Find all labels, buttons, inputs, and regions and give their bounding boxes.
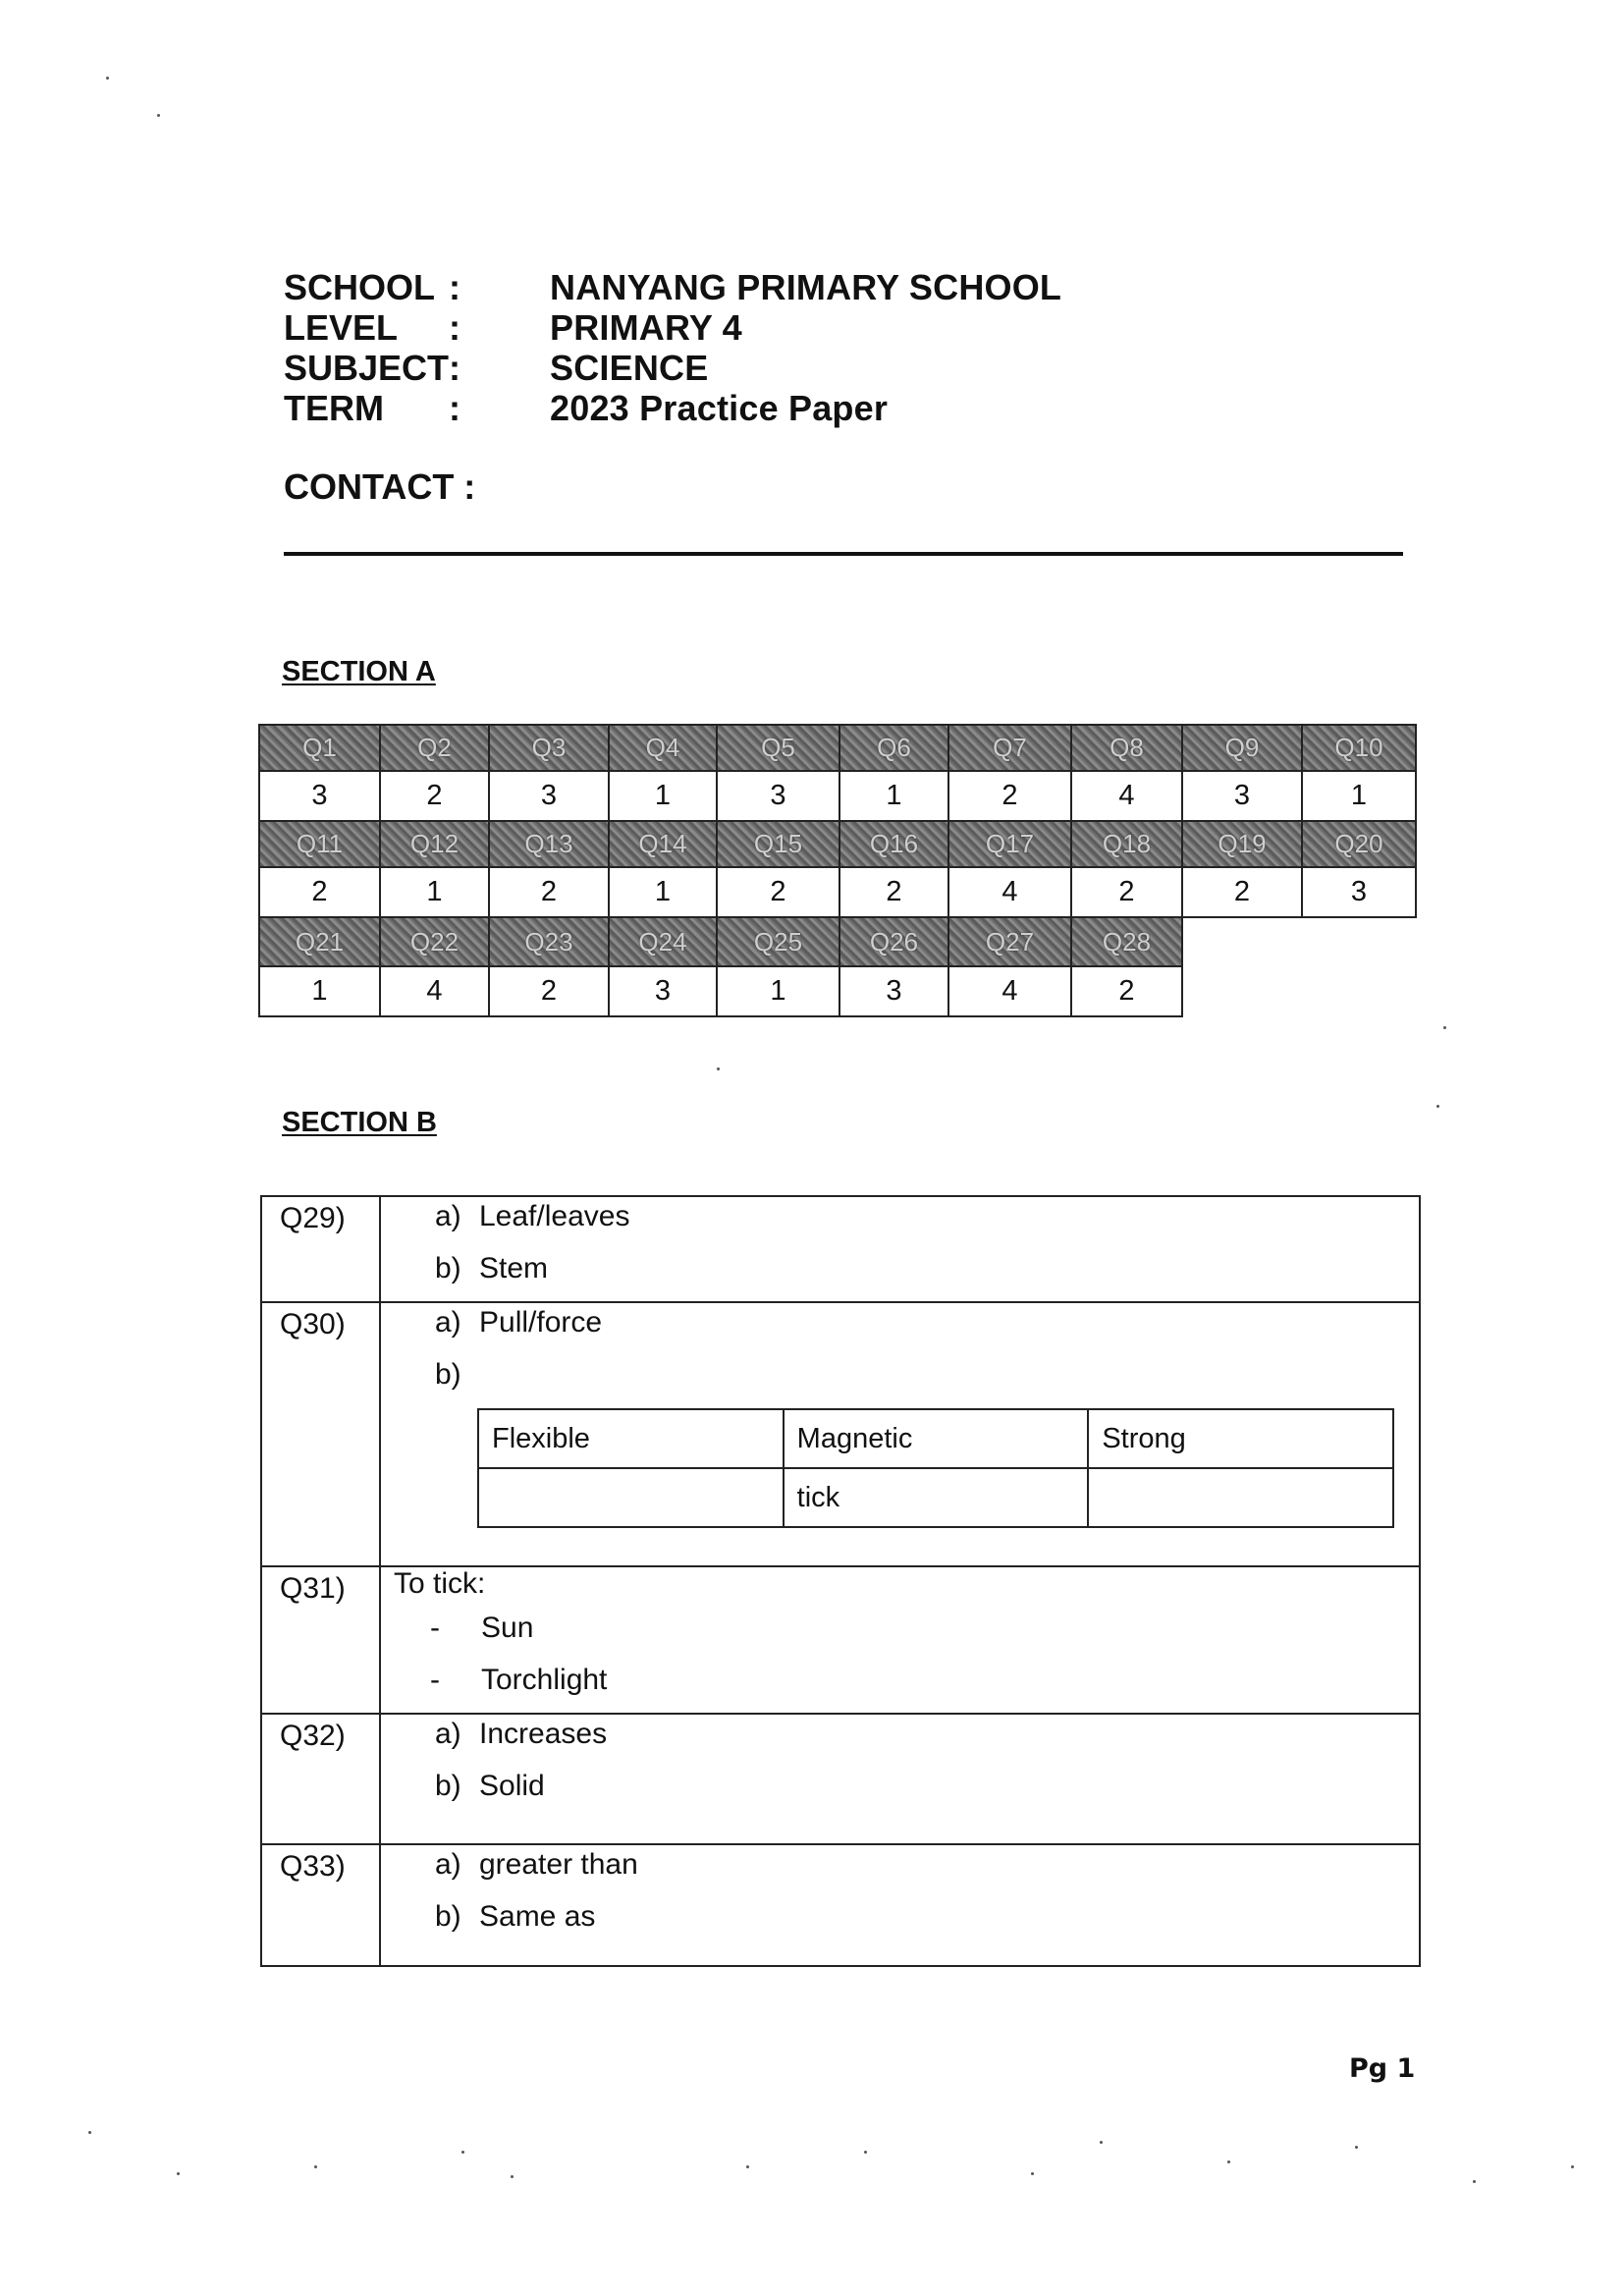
section-b-title: SECTION B bbox=[282, 1107, 437, 1138]
answer-cell: 2 bbox=[489, 966, 609, 1016]
part-label: a) bbox=[435, 1200, 461, 1232]
header-value: PRIMARY 4 bbox=[550, 307, 742, 348]
answer-cell: 2 bbox=[259, 867, 380, 917]
answer-cell: 1 bbox=[839, 771, 948, 821]
answer-cell: 2 bbox=[717, 867, 839, 917]
header-colon: : bbox=[449, 307, 460, 348]
answer-part-b bbox=[381, 1249, 1419, 1301]
answer-cell: 1 bbox=[609, 771, 717, 821]
question-row bbox=[259, 917, 1416, 966]
question-cell: Q22 bbox=[380, 917, 489, 966]
question-number: Q29) bbox=[261, 1196, 380, 1302]
part-label: a) bbox=[435, 1306, 461, 1339]
property-header-row bbox=[478, 1409, 1393, 1468]
answer-part-a bbox=[381, 1197, 1419, 1249]
answer-text: Same as bbox=[479, 1900, 596, 1933]
question-number: Q31) bbox=[261, 1566, 380, 1714]
part-label: b) bbox=[435, 1358, 461, 1391]
property-value: tick bbox=[784, 1468, 1089, 1527]
answer-text: Solid bbox=[479, 1770, 545, 1802]
question-cell: Q9 bbox=[1182, 725, 1302, 771]
answer-part-b bbox=[381, 1767, 1419, 1819]
question-cell: Q20 bbox=[1302, 821, 1416, 867]
property-value bbox=[1088, 1468, 1393, 1527]
answer-cell: 2 bbox=[489, 867, 609, 917]
header-key: SUBJECT bbox=[284, 348, 450, 388]
question-cell: Q14 bbox=[609, 821, 717, 867]
header-key: TERM bbox=[284, 388, 384, 428]
question-cell: Q5 bbox=[717, 725, 839, 771]
header-colon: : bbox=[449, 348, 460, 388]
answer-cell bbox=[380, 1196, 1420, 1302]
part-label: a) bbox=[435, 1718, 461, 1750]
question-cell: Q26 bbox=[839, 917, 948, 966]
answer-cell: 4 bbox=[948, 867, 1071, 917]
section-a-title: SECTION A bbox=[282, 656, 436, 687]
answer-row bbox=[259, 771, 1416, 821]
property-value bbox=[478, 1468, 784, 1527]
answer-text: greater than bbox=[479, 1848, 638, 1881]
q30-row bbox=[261, 1302, 1420, 1566]
header-key: LEVEL bbox=[284, 307, 399, 348]
answer-part-a bbox=[381, 1303, 1419, 1355]
answer-intro: To tick: bbox=[394, 1567, 486, 1600]
question-cell: Q7 bbox=[948, 725, 1071, 771]
header-divider bbox=[284, 552, 1403, 556]
question-cell: Q2 bbox=[380, 725, 489, 771]
question-cell: Q27 bbox=[948, 917, 1071, 966]
answer-cell: 2 bbox=[1071, 966, 1182, 1016]
question-cell: Q1 bbox=[259, 725, 380, 771]
question-cell: Q10 bbox=[1302, 725, 1416, 771]
answer-cell: 2 bbox=[948, 771, 1071, 821]
question-cell: Q23 bbox=[489, 917, 609, 966]
question-number: Q30) bbox=[261, 1302, 380, 1566]
question-row bbox=[259, 821, 1416, 867]
property-table bbox=[477, 1408, 1394, 1528]
question-number: Q33) bbox=[261, 1844, 380, 1966]
empty-cell bbox=[1182, 917, 1302, 966]
answer-part-b bbox=[381, 1897, 1419, 1949]
question-cell: Q11 bbox=[259, 821, 380, 867]
question-cell: Q3 bbox=[489, 725, 609, 771]
empty-cell bbox=[1182, 966, 1302, 1016]
question-cell: Q21 bbox=[259, 917, 380, 966]
question-cell: Q6 bbox=[839, 725, 948, 771]
answer-cell bbox=[380, 1844, 1420, 1966]
answer-cell: 3 bbox=[717, 771, 839, 821]
section-b-answer-table bbox=[260, 1195, 1421, 1967]
question-row bbox=[259, 725, 1416, 771]
answer-cell: 2 bbox=[1182, 867, 1302, 917]
property-value-row bbox=[478, 1468, 1393, 1527]
question-cell: Q15 bbox=[717, 821, 839, 867]
answer-cell: 3 bbox=[489, 771, 609, 821]
answer-cell: 4 bbox=[1071, 771, 1182, 821]
answer-part-a bbox=[381, 1715, 1419, 1767]
question-cell: Q28 bbox=[1071, 917, 1182, 966]
header-key: SCHOOL bbox=[284, 267, 436, 307]
answer-text: Leaf/leaves bbox=[479, 1200, 630, 1232]
property-header: Flexible bbox=[478, 1409, 784, 1468]
answer-text: Pull/force bbox=[479, 1306, 603, 1339]
answer-cell: 2 bbox=[1071, 867, 1182, 917]
question-cell: Q16 bbox=[839, 821, 948, 867]
empty-cell bbox=[1302, 966, 1416, 1016]
answer-row bbox=[259, 966, 1416, 1016]
question-cell: Q4 bbox=[609, 725, 717, 771]
answer-cell: 1 bbox=[259, 966, 380, 1016]
answer-cell bbox=[380, 1714, 1420, 1844]
empty-cell bbox=[1302, 917, 1416, 966]
answer-text: Increases bbox=[479, 1718, 608, 1750]
answer-cell: 4 bbox=[948, 966, 1071, 1016]
question-cell: Q13 bbox=[489, 821, 609, 867]
answer-item bbox=[381, 1609, 1419, 1661]
answer-cell: 3 bbox=[839, 966, 948, 1016]
answer-item bbox=[381, 1661, 1419, 1713]
q32-row bbox=[261, 1714, 1420, 1844]
dash-marker: - bbox=[430, 1612, 440, 1644]
answer-cell: 3 bbox=[259, 771, 380, 821]
question-cell: Q17 bbox=[948, 821, 1071, 867]
answer-cell bbox=[380, 1302, 1420, 1566]
header-colon: : bbox=[449, 388, 460, 428]
answer-cell: 4 bbox=[380, 966, 489, 1016]
part-label: b) bbox=[435, 1900, 461, 1933]
answer-text: Sun bbox=[481, 1612, 534, 1644]
property-header: Strong bbox=[1088, 1409, 1393, 1468]
q29-row bbox=[261, 1196, 1420, 1302]
answer-cell: 2 bbox=[839, 867, 948, 917]
header-value: SCIENCE bbox=[550, 348, 709, 388]
contact-label: CONTACT : bbox=[284, 466, 476, 507]
question-cell: Q24 bbox=[609, 917, 717, 966]
part-label: b) bbox=[435, 1252, 461, 1285]
question-cell: Q18 bbox=[1071, 821, 1182, 867]
page-number: Pg 1 bbox=[1349, 2053, 1416, 2084]
question-cell: Q19 bbox=[1182, 821, 1302, 867]
answer-cell: 2 bbox=[380, 771, 489, 821]
q33-row bbox=[261, 1844, 1420, 1966]
answer-part-b bbox=[381, 1355, 1419, 1394]
answer-cell: 3 bbox=[1182, 771, 1302, 821]
answer-cell: 3 bbox=[609, 966, 717, 1016]
answer-cell: 3 bbox=[1302, 867, 1416, 917]
question-cell: Q8 bbox=[1071, 725, 1182, 771]
header-colon: : bbox=[449, 267, 460, 307]
header-value: NANYANG PRIMARY SCHOOL bbox=[550, 267, 1062, 307]
question-cell: Q25 bbox=[717, 917, 839, 966]
property-header: Magnetic bbox=[784, 1409, 1089, 1468]
section-a-answer-grid bbox=[258, 724, 1417, 1017]
answer-text: Stem bbox=[479, 1252, 549, 1285]
answer-cell bbox=[380, 1566, 1420, 1714]
answer-cell: 1 bbox=[717, 966, 839, 1016]
question-cell: Q12 bbox=[380, 821, 489, 867]
dash-marker: - bbox=[430, 1664, 440, 1696]
answer-cell: 1 bbox=[1302, 771, 1416, 821]
part-label: b) bbox=[435, 1770, 461, 1802]
answer-row bbox=[259, 867, 1416, 917]
part-label: a) bbox=[435, 1848, 461, 1881]
question-number: Q32) bbox=[261, 1714, 380, 1844]
q31-row bbox=[261, 1566, 1420, 1714]
answer-cell: 1 bbox=[380, 867, 489, 917]
answer-cell: 1 bbox=[609, 867, 717, 917]
answer-part-a bbox=[381, 1845, 1419, 1897]
header-value: 2023 Practice Paper bbox=[550, 388, 889, 428]
answer-text: Torchlight bbox=[481, 1664, 608, 1696]
